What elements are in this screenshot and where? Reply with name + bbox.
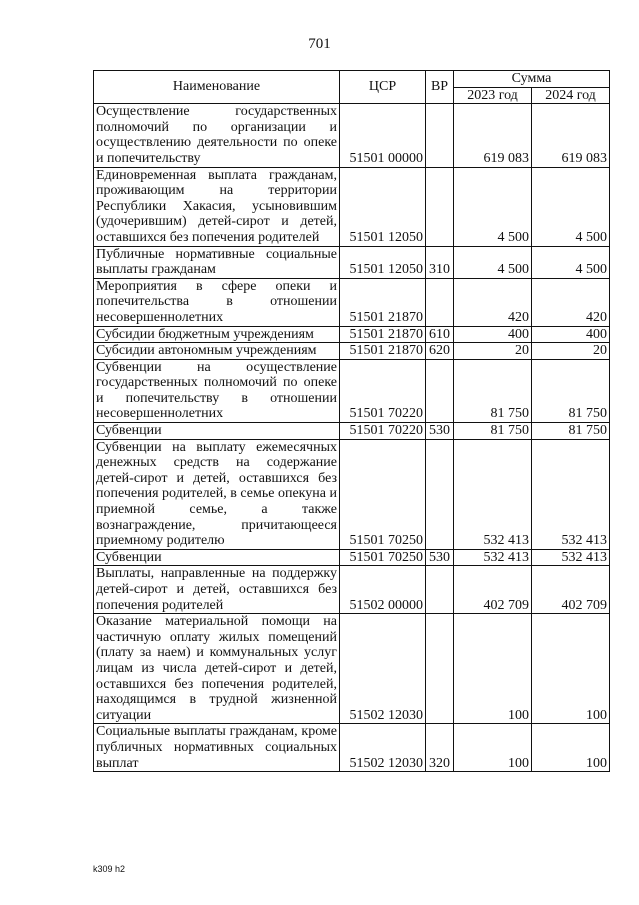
row-vr-cell: 530 xyxy=(426,549,454,566)
row-amount-2023-cell: 100 xyxy=(454,724,532,772)
row-amount-2023-cell: 402 709 xyxy=(454,566,532,614)
row-amount-2023-cell: 532 413 xyxy=(454,549,532,566)
row-amount-2024-cell: 532 413 xyxy=(532,439,610,549)
table-row xyxy=(94,439,610,549)
row-csr-cell: 51501 21870 xyxy=(340,278,426,326)
table-row xyxy=(94,614,610,724)
row-vr-cell: 530 xyxy=(426,423,454,440)
row-csr-cell: 51501 21870 xyxy=(340,326,426,343)
row-amount-2023-cell: 400 xyxy=(454,326,532,343)
row-amount-2024-cell: 100 xyxy=(532,614,610,724)
budget-table xyxy=(93,70,610,772)
row-name-cell: Субвенции xyxy=(94,423,340,440)
row-amount-2023-cell: 4 500 xyxy=(454,167,532,246)
row-name-cell: Выплаты, направленные на поддержку детей-сирот и детей, оставшихся без попечения родителей xyxy=(94,566,340,614)
row-csr-cell: 51501 70220 xyxy=(340,359,426,422)
table-row xyxy=(94,724,610,772)
row-amount-2023-cell: 420 xyxy=(454,278,532,326)
row-amount-2023-cell: 81 750 xyxy=(454,359,532,422)
table-row xyxy=(94,549,610,566)
row-amount-2024-cell: 81 750 xyxy=(532,423,610,440)
row-vr-cell xyxy=(426,104,454,167)
row-name-cell: Субвенции на выплату ежемесячных денежных средств на содержание детей-сирот и детей, оставшихся без попечения родителей, в семье опекуна и приемной семье, а также вознаграждение, причитающееся приемному родителю xyxy=(94,439,340,549)
row-amount-2024-cell: 100 xyxy=(532,724,610,772)
footer-code: k309 h2 xyxy=(93,864,126,874)
row-vr-cell: 320 xyxy=(426,724,454,772)
row-name-cell: Субсидии автономным учреждениям xyxy=(94,343,340,360)
row-csr-cell: 51502 12030 xyxy=(340,614,426,724)
row-amount-2024-cell: 402 709 xyxy=(532,566,610,614)
row-csr-cell: 51501 00000 xyxy=(340,104,426,167)
row-amount-2024-cell: 20 xyxy=(532,343,610,360)
row-vr-cell xyxy=(426,439,454,549)
row-name-cell: Субсидии бюджетным учреждениям xyxy=(94,326,340,343)
row-amount-2024-cell: 420 xyxy=(532,278,610,326)
row-vr-cell xyxy=(426,566,454,614)
row-amount-2023-cell: 532 413 xyxy=(454,439,532,549)
table-body xyxy=(94,104,610,772)
page-number: 701 xyxy=(308,36,331,52)
row-csr-cell: 51501 12050 xyxy=(340,167,426,246)
row-vr-cell xyxy=(426,359,454,422)
row-vr-cell: 310 xyxy=(426,246,454,278)
row-amount-2023-cell: 20 xyxy=(454,343,532,360)
header-vr: ВР xyxy=(426,71,454,104)
table-row xyxy=(94,566,610,614)
header-sum: Сумма xyxy=(454,71,610,88)
row-vr-cell xyxy=(426,167,454,246)
row-csr-cell: 51501 70250 xyxy=(340,549,426,566)
row-amount-2024-cell: 532 413 xyxy=(532,549,610,566)
table-row xyxy=(94,246,610,278)
row-name-cell: Осуществление государственных полномочий по организации и осуществлению деятельности по опеке и попечительству xyxy=(94,104,340,167)
table-row xyxy=(94,167,610,246)
row-name-cell: Социальные выплаты гражданам, кроме публичных нормативных социальных выплат xyxy=(94,724,340,772)
row-name-cell: Субвенции xyxy=(94,549,340,566)
row-vr-cell xyxy=(426,614,454,724)
table-row xyxy=(94,278,610,326)
row-vr-cell: 610 xyxy=(426,326,454,343)
row-amount-2023-cell: 4 500 xyxy=(454,246,532,278)
row-amount-2024-cell: 81 750 xyxy=(532,359,610,422)
row-amount-2024-cell: 619 083 xyxy=(532,104,610,167)
row-name-cell: Единовременная выплата гражданам, проживающим на территории Республики Хакасия, усыновившим (удочерившим) детей-сирот и детей, оставшихся без попечения родителей xyxy=(94,167,340,246)
table-row xyxy=(94,359,610,422)
table-row xyxy=(94,423,610,440)
row-name-cell: Мероприятия в сфере опеки и попечительства в отношении несовершеннолетних xyxy=(94,278,340,326)
row-csr-cell: 51501 21870 xyxy=(340,343,426,360)
header-csr: ЦСР xyxy=(340,71,426,104)
table-row xyxy=(94,104,610,167)
row-csr-cell: 51501 70250 xyxy=(340,439,426,549)
row-vr-cell: 620 xyxy=(426,343,454,360)
row-csr-cell: 51502 12030 xyxy=(340,724,426,772)
row-name-cell: Субвенции на осуществление государственных полномочий по опеке и попечительству в отношении несовершеннолетних xyxy=(94,359,340,422)
table-row xyxy=(94,343,610,360)
header-year-2024: 2024 год xyxy=(532,87,610,104)
row-vr-cell xyxy=(426,278,454,326)
row-name-cell: Публичные нормативные социальные выплаты гражданам xyxy=(94,246,340,278)
row-amount-2024-cell: 4 500 xyxy=(532,167,610,246)
table-row xyxy=(94,326,610,343)
header-year-2023: 2023 год xyxy=(454,87,532,104)
row-amount-2023-cell: 619 083 xyxy=(454,104,532,167)
row-amount-2023-cell: 81 750 xyxy=(454,423,532,440)
row-csr-cell: 51501 70220 xyxy=(340,423,426,440)
row-amount-2024-cell: 400 xyxy=(532,326,610,343)
row-amount-2023-cell: 100 xyxy=(454,614,532,724)
row-amount-2024-cell: 4 500 xyxy=(532,246,610,278)
row-name-cell: Оказание материальной помощи на частичную оплату жилых помещений (плату за наем) и коммунальных услуг лицам из числа детей-сирот и детей, оставшихся без попечения родителей, находящимся в трудной жизненной ситуации xyxy=(94,614,340,724)
header-name: Наименование xyxy=(94,71,340,104)
row-csr-cell: 51501 12050 xyxy=(340,246,426,278)
row-csr-cell: 51502 00000 xyxy=(340,566,426,614)
